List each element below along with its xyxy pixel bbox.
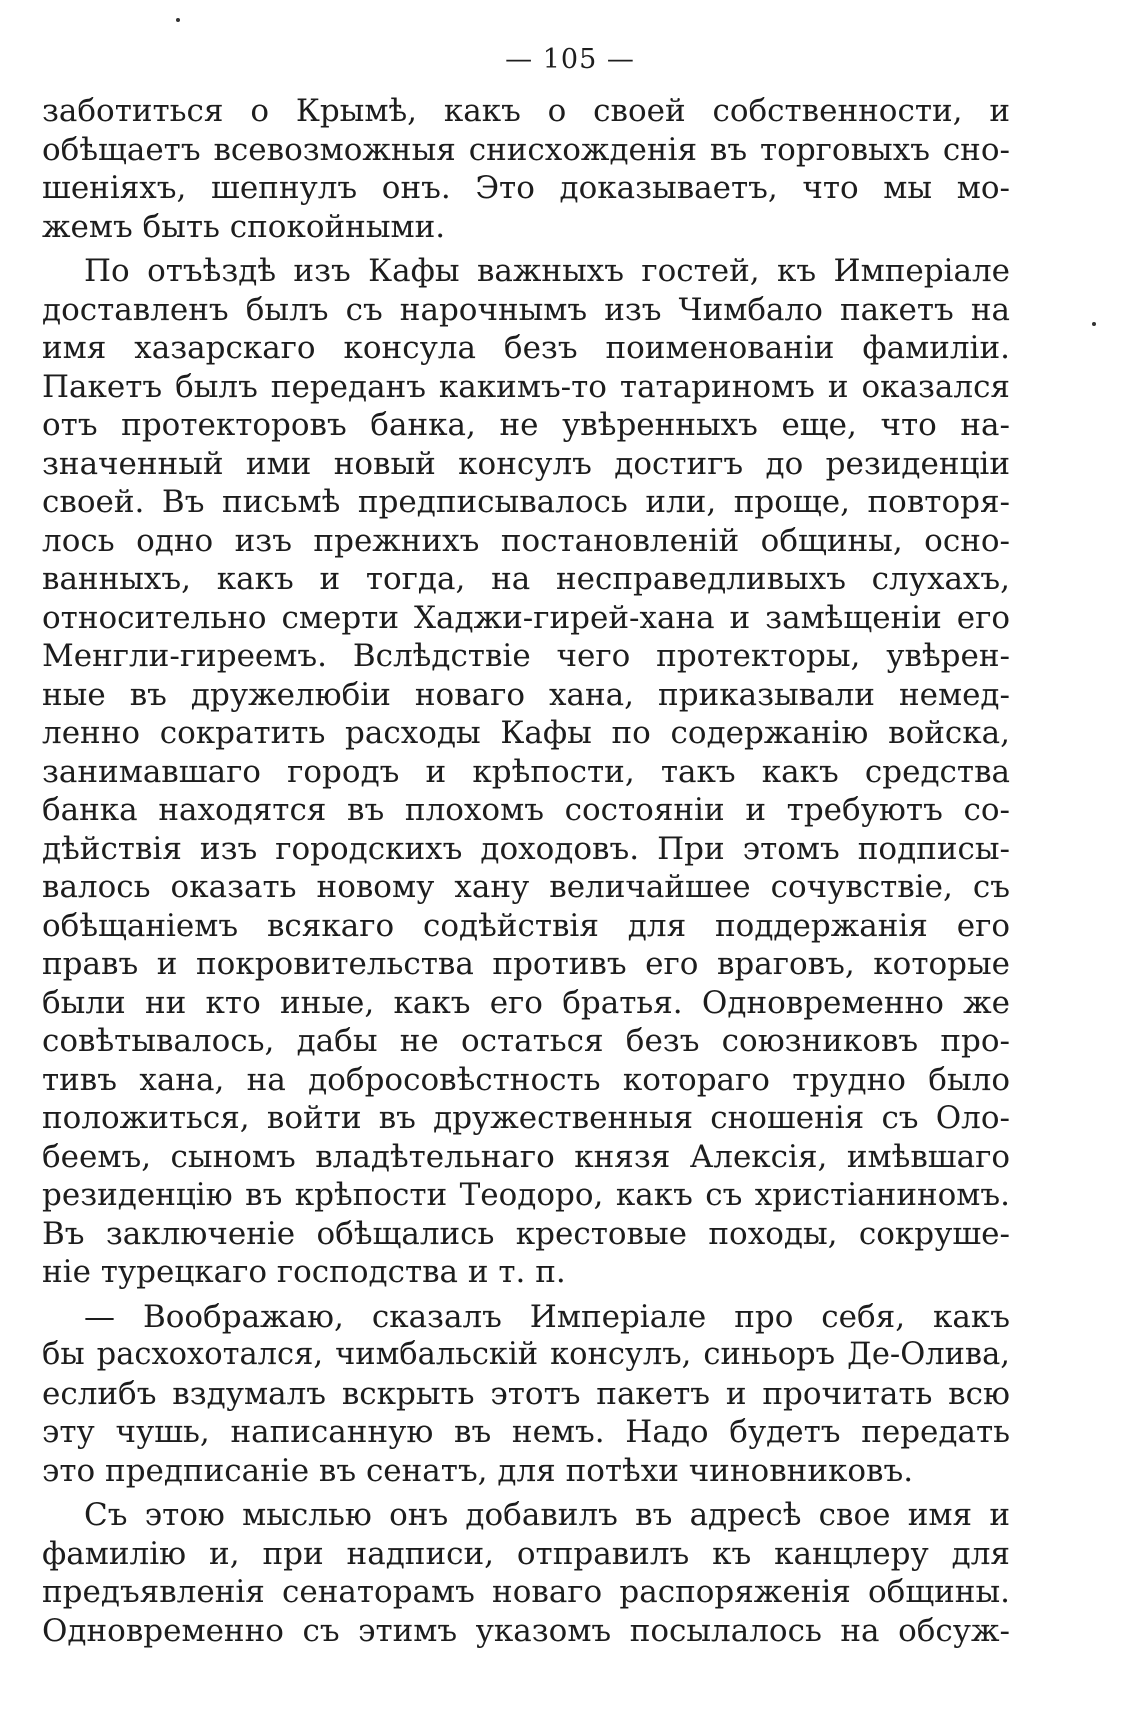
text-line: тивъ хана, на добросовѣстность котораго трудно было <box>42 1061 1010 1098</box>
text-line: обѣщаніемъ всякаго содѣйствія для поддержанія его <box>42 907 1010 944</box>
text-line: резиденцію въ крѣпости Теодоро, какъ съ христіаниномъ. <box>42 1177 1010 1213</box>
text-line: ніе турецкаго господства и т. п. <box>42 1254 566 1290</box>
print-speck <box>176 18 180 22</box>
paragraph-4 <box>42 1496 1010 1650</box>
page-number: — 105 — <box>505 44 635 75</box>
print-speck <box>1092 322 1096 326</box>
text-line: заботиться о Крымѣ, какъ о своей собственности, и <box>42 93 1010 129</box>
text-line: бы расхохотался, чимбальскій консулъ, синьоръ Де-Олива, <box>42 1337 1010 1372</box>
text-line: предъявленія сенаторамъ новаго распоряженія общины. <box>42 1574 1010 1610</box>
text-line: еслибъ вздумалъ вскрыть этотъ пакетъ и прочитать всю <box>42 1375 1010 1412</box>
text-line: были ни кто иные, какъ его братья. Одновременно же <box>42 984 1010 1021</box>
text-line: значенный ими новый консулъ достигъ до резиденціи <box>42 445 1010 482</box>
paragraph-1 <box>42 92 1010 246</box>
text-line: ванныхъ, какъ и тогда, на несправедливыхъ слухахъ, <box>42 561 1010 597</box>
text-line: Въ заключеніе обѣщались крестовые походы, сокруше- <box>42 1215 1010 1252</box>
text-line: обѣщаетъ всевозможныя снисхожденія въ торговыхъ сно- <box>42 131 1010 168</box>
text-line: своей. Въ письмѣ предписывалось или, проще, повторя- <box>42 484 1010 520</box>
text-line: лось одно изъ прежнихъ постановленій общины, осно- <box>42 522 1010 559</box>
text-line: занимавшаго городъ и крѣпости, такъ какъ средства <box>42 753 1010 790</box>
text-line: — Воображаю, сказалъ Имперіале про себя, какъ <box>84 1298 1010 1335</box>
text-line: фамилію и, при надписи, отправилъ къ канцлеру для <box>42 1535 1010 1572</box>
text-line: положиться, войти въ дружественныя сношенія съ Оло- <box>42 1100 1010 1136</box>
text-line: доставленъ былъ съ нарочнымъ изъ Чимбало пакетъ на <box>42 291 1010 328</box>
body-text <box>42 92 1010 1650</box>
text-line: дѣйствія изъ городскихъ доходовъ. При этомъ подписы- <box>42 830 1010 867</box>
text-line: Пакетъ былъ переданъ какимъ-то татариномъ и оказался <box>42 368 1010 405</box>
text-line: имя хазарскаго консула безъ поименованіи фамиліи. <box>42 330 1010 366</box>
text-line: шеніяхъ, шепнулъ онъ. Это доказываетъ, что мы мо- <box>42 170 1010 206</box>
text-line: валось оказать новому хану величайшее сочувствіе, съ <box>42 869 1010 905</box>
text-line: Менгли-гиреемъ. Вслѣдствіе чего протекторы, увѣрен- <box>42 638 1010 674</box>
text-line: банка находятся въ плохомъ состояніи и требуютъ со- <box>42 792 1010 828</box>
text-line: Съ этою мыслью онъ добавилъ въ адресѣ свое имя и <box>84 1497 1010 1533</box>
text-line: Одновременно съ этимъ указомъ посылалось на обсуж- <box>42 1612 1010 1649</box>
text-line: это предписаніе въ сенатъ, для потѣхи чиновниковъ. <box>42 1452 914 1489</box>
text-line: жемъ быть спокойными. <box>42 208 446 245</box>
paragraph-2 <box>42 252 1010 1292</box>
text-line: эту чушь, написанную въ немъ. Надо будетъ передать <box>42 1414 1010 1450</box>
text-line: совѣтывалось, дабы не остаться безъ союзниковъ про- <box>42 1023 1010 1059</box>
text-line: По отъѣздѣ изъ Кафы важныхъ гостей, къ Имперіале <box>84 253 1010 289</box>
text-line: правъ и покровительства противъ его враговъ, которые <box>42 946 1010 982</box>
text-line: ленно сократить расходы Кафы по содержанію войска, <box>42 715 1010 751</box>
text-line: отъ протекторовъ банка, не увѣренныхъ еще, что на- <box>42 407 1010 443</box>
text-line: относительно смерти Хаджи-гирей-хана и замѣщеніи его <box>42 599 1010 636</box>
text-line: беемъ, сыномъ владѣтельнаго князя Алексія, имѣвшаго <box>42 1138 1010 1175</box>
text-line: ные въ дружелюбіи новаго хана, приказывали немед- <box>42 676 1010 713</box>
paragraph-3 <box>42 1298 1010 1491</box>
